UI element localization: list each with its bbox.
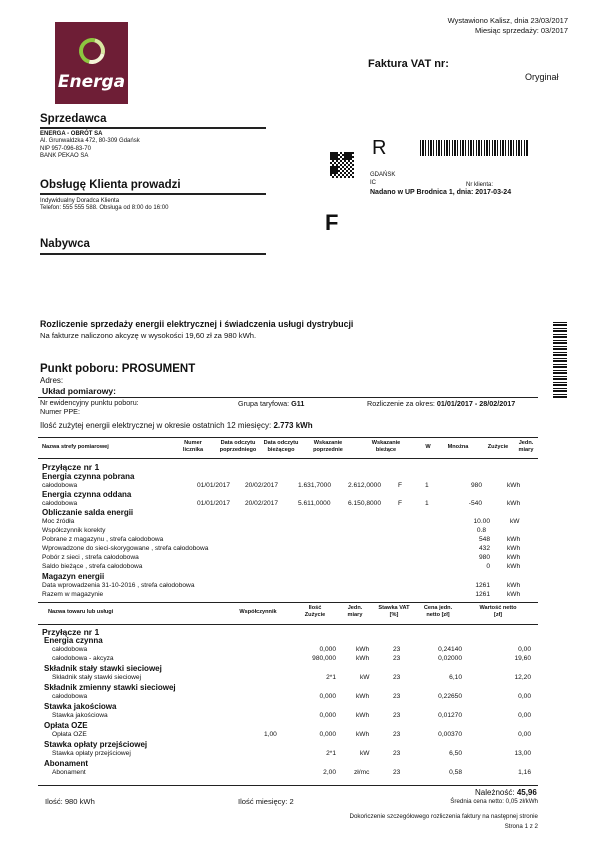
gh-value: Wartość netto [zł] bbox=[479, 605, 517, 618]
mh-meter: Numer licznika bbox=[182, 440, 204, 453]
registered-letter-r: R bbox=[372, 137, 387, 159]
invoice-title: Faktura VAT nr: bbox=[368, 58, 449, 70]
saldo-row: Moc źródła bbox=[42, 518, 75, 525]
seller-bank: BANK PEKAO SA bbox=[40, 153, 89, 160]
seller-rule bbox=[40, 127, 266, 129]
pp-ppe: Numer PPE: bbox=[40, 406, 80, 416]
summary-title: Rozliczenie sprzedaży energii elektrycznej i świadczenia usługi dystrybucji bbox=[40, 319, 354, 329]
group-title: Opłata OZE bbox=[44, 721, 88, 730]
goods-row: Stawka opłaty przejściowej 2*1 kW 23 6,50 13,00 bbox=[52, 750, 531, 757]
tariff-label: Grupa taryfowa: bbox=[238, 399, 290, 408]
buyer-rule bbox=[40, 253, 266, 255]
gh-qty: Ilość Zużycie bbox=[304, 605, 326, 618]
amount-due bbox=[475, 788, 537, 797]
service-rule bbox=[40, 193, 266, 195]
postal-client-no: Nr klienta: bbox=[466, 182, 494, 188]
issue-info bbox=[448, 16, 568, 36]
oddana-title: Energia czynna oddana bbox=[42, 490, 132, 499]
seller-address: Al. Grunwaldzka 472, 80-309 Gdańsk bbox=[40, 138, 140, 145]
mh-prev-read: Wskazanie poprzednie bbox=[313, 440, 343, 453]
meter-table-header bbox=[38, 440, 538, 458]
due-value: 45,96 bbox=[516, 788, 537, 797]
mh-multiplier: Mnożna bbox=[447, 444, 469, 450]
footer-qty: Ilość: 980 kWh bbox=[45, 797, 95, 806]
continuation-note: Dokończenie szczegółowego rozliczenia faktury na następnej stronie bbox=[349, 813, 538, 820]
usage-label: Ilość zużytej energii elektrycznej w okresie ostatnich 12 miesięcy: bbox=[40, 421, 272, 430]
energa-swirl-icon bbox=[74, 33, 110, 69]
goods-row: Opłata OZE 1,00 0,000 kWh 23 0,00370 0,00 bbox=[52, 731, 531, 738]
postal-ic: IC bbox=[370, 180, 376, 186]
magazyn-title: Magazyn energii bbox=[42, 572, 105, 581]
issued-date: Wystawiono Kalisz, dnia 23/03/2017 bbox=[447, 16, 568, 25]
goods-row: całodobowa 0,000 kWh 23 0,24140 0,00 bbox=[52, 646, 531, 653]
goods-przylacze: Przyłącze nr 1 bbox=[42, 627, 100, 637]
footer-months: Ilość miesięcy: 2 bbox=[238, 797, 294, 806]
meter-table-top-rule bbox=[38, 437, 538, 438]
usage-value: 2.773 kWh bbox=[273, 421, 313, 430]
mh-w: W bbox=[425, 444, 431, 450]
pp-evid: Nr ewidencyjny punktu poboru: bbox=[40, 398, 139, 407]
letter-f: F bbox=[325, 210, 339, 235]
gh-factor: Współczynnik bbox=[239, 609, 277, 615]
magazyn-row: Razem w magazynie bbox=[42, 591, 104, 598]
tariff-value: G11 bbox=[291, 399, 305, 408]
pobrana-row: całodobowa 01/01/2017 20/02/2017 1.631,7000 2.612,0000 F 1 980 kWh bbox=[42, 482, 521, 489]
saldo-row: Wprowadzone do sieci-skorygowane , strefa całodobowa bbox=[42, 545, 209, 552]
pp-tariff bbox=[238, 399, 304, 408]
sale-month: Miesiąc sprzedaży: 03/2017 bbox=[475, 26, 568, 35]
group-title: Stawka opłaty przejściowej bbox=[44, 740, 148, 749]
original-label: Oryginał bbox=[525, 72, 559, 82]
magazyn-row: Data wprowadzenia 31-10-2016 , strefa całodobowa bbox=[42, 582, 195, 589]
energa-logo bbox=[55, 22, 128, 104]
logo-text: Energa bbox=[57, 72, 126, 92]
saldo-row: Współczynnik korekty bbox=[42, 527, 106, 534]
due-label: Należność: bbox=[475, 788, 515, 797]
seller-name: ENERGA - OBRÓT SA bbox=[40, 131, 103, 137]
goods-row: Abonament 2,00 zł/mc 23 0,58 1,16 bbox=[52, 769, 531, 776]
group-title: Składnik zmienny stawki sieciowej bbox=[44, 683, 176, 692]
pobrana-title: Energia czynna pobrana bbox=[42, 472, 135, 481]
goods-rows bbox=[42, 636, 538, 781]
oddana-row: całodobowa 01/01/2017 20/02/2017 5.611,0000 6.150,8000 F 1 -540 kWh bbox=[42, 500, 521, 507]
mh-cur-date: Data odczytu bieżącego bbox=[263, 440, 299, 453]
group-title: Stawka jakościowa bbox=[44, 702, 117, 711]
mh-zone: Nazwa strefy pomiarowej bbox=[42, 444, 109, 450]
page-number: Strona 1 z 2 bbox=[504, 823, 538, 830]
saldo-row: Saldo bieżące , strefa całodobowa bbox=[42, 563, 143, 570]
seller-title: Sprzedawca bbox=[40, 113, 107, 125]
pp-ids bbox=[40, 399, 139, 416]
group-title: Abonament bbox=[44, 759, 88, 768]
service-details bbox=[40, 198, 168, 213]
summary-excise: Na fakturze naliczono akcyzę w wysokości 19,60 zł za 980 kWh. bbox=[40, 331, 257, 340]
service-title: Obsługę Klienta prowadzi bbox=[40, 179, 181, 191]
seller-details bbox=[40, 131, 140, 161]
seller-nip: NIP 957-096-83-70 bbox=[40, 145, 91, 152]
saldo-row: Pobór z sieci , strefa całodobowa bbox=[42, 554, 139, 561]
gh-name: Nazwa towaru lub usługi bbox=[48, 609, 114, 615]
service-advisor: Indywidualny Doradca Klienta bbox=[40, 198, 120, 204]
pp-usage bbox=[40, 421, 313, 430]
service-phone: Telefon: 555 555 588. Obsługa od 8:00 do 16:00 bbox=[40, 205, 169, 212]
mh-usage: Zużycie bbox=[487, 444, 509, 450]
saldo-title: Obliczanie salda energii bbox=[42, 508, 134, 517]
goods-row: całodobowa - akcyza 980,000 kWh 23 0,02000 19,60 bbox=[52, 655, 531, 662]
pp-title: Punkt poboru: PROSUMENT bbox=[40, 363, 196, 375]
goods-table-header bbox=[38, 605, 538, 623]
pp-system: Układ pomiarowy: bbox=[42, 386, 117, 396]
footer-rule bbox=[38, 785, 538, 786]
goods-row: Stawka jakościowa 0,000 kWh 23 0,01270 0,00 bbox=[52, 712, 531, 719]
goods-row: całodobowa 0,000 kWh 23 0,22650 0,00 bbox=[52, 693, 531, 700]
mh-cur-read: Wskazanie bieżące bbox=[371, 440, 401, 453]
buyer-title: Nabywca bbox=[40, 238, 90, 250]
goods-table-top-rule bbox=[38, 602, 538, 603]
avg-price: Średnia cena netto: 0,05 zł/kWh bbox=[450, 798, 538, 805]
goods-row: Składnik stały stawki sieciowej 2*1 kW 23 6,10 12,20 bbox=[52, 674, 531, 681]
pp-period bbox=[367, 399, 515, 408]
mh-prev-date: Data odczytu poprzedniego bbox=[219, 440, 257, 453]
pp-address: Adres: bbox=[40, 376, 64, 385]
period-value: 01/01/2017 - 28/02/2017 bbox=[436, 399, 516, 408]
period-label: Rozliczenie za okres: bbox=[367, 399, 435, 408]
saldo-row: Pobrane z magazynu , strefa całodobowa bbox=[42, 536, 164, 543]
goods-table-header-rule bbox=[38, 624, 538, 625]
group-title: Energia czynna bbox=[44, 636, 103, 645]
gh-vat: Stawka VAT [%] bbox=[378, 605, 410, 618]
postal-sent: Nadano w UP Brodnica 1, dnia: 2017-03-24 bbox=[370, 189, 512, 196]
mh-unit: Jedn. miary bbox=[518, 440, 534, 453]
meter-table-header-rule bbox=[38, 458, 538, 459]
group-title: Składnik stały stawki sieciowej bbox=[44, 664, 162, 673]
gh-price: Cena jedn. netto [zł] bbox=[423, 605, 453, 618]
qr-code-icon bbox=[330, 152, 354, 178]
meter-przylacze: Przyłącze nr 1 bbox=[42, 462, 100, 472]
gh-unit: Jedn. miary bbox=[347, 605, 363, 618]
postal-barcode bbox=[420, 140, 528, 156]
side-barcode bbox=[553, 322, 567, 398]
postal-city: GDAŃSK bbox=[370, 172, 396, 178]
